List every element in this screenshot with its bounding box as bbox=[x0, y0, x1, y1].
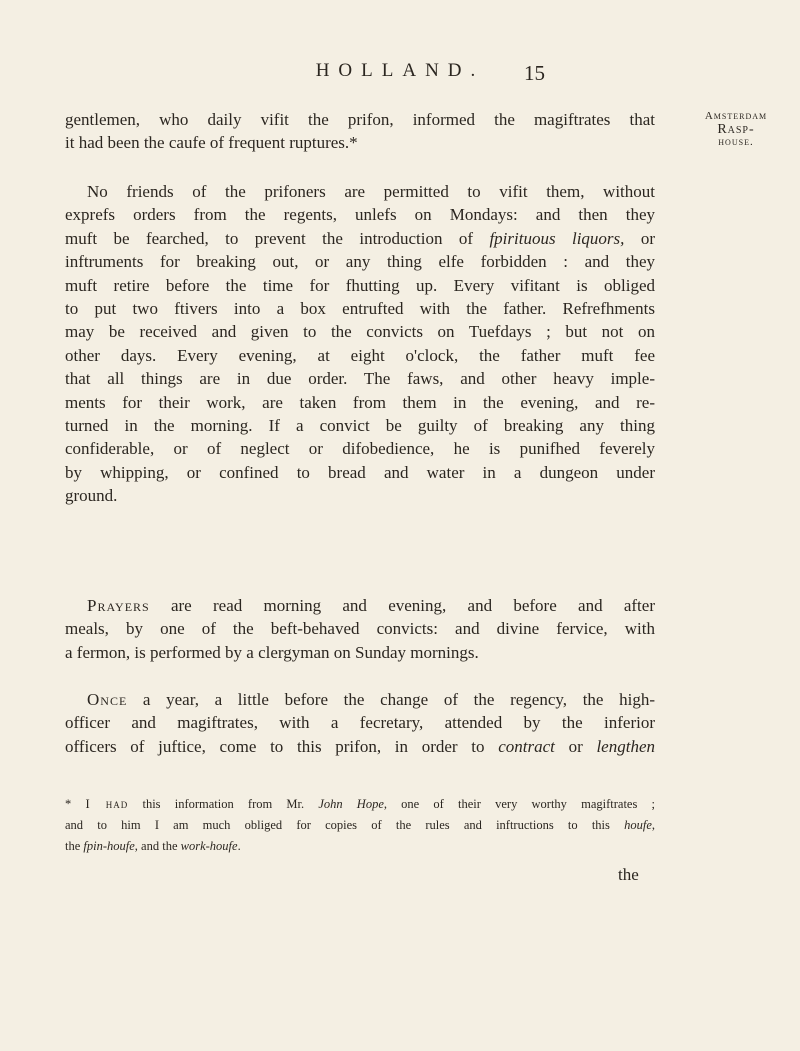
text-line: turned in the morning. If a convict be guilty of breaking any thing bbox=[65, 415, 655, 435]
margin-note-line-1: Amsterdam bbox=[704, 110, 768, 122]
paragraph-regency bbox=[65, 688, 655, 758]
footnote-mark: * bbox=[65, 797, 86, 811]
italic-word: contract bbox=[498, 736, 555, 756]
text-line: gentlemen, who daily vifit the prifon, informed the magiftrates that bbox=[65, 110, 655, 129]
text-line: may be received and given to the convicts on Tuefdays ; but not on bbox=[65, 322, 655, 342]
text-run: a year, a little before the change of the regency, the high- bbox=[127, 690, 655, 709]
text-line bbox=[65, 688, 655, 711]
paragraph-prayers bbox=[65, 594, 655, 664]
text-line: a fermon, is performed by a clergyman on Sunday mornings. bbox=[65, 642, 479, 662]
text-line bbox=[65, 594, 655, 617]
text-line: officer and magiftrates, with a fecretary, attended by the inferior bbox=[65, 713, 655, 733]
lead-word: Prayers bbox=[87, 596, 150, 615]
running-title: HOLLAND. bbox=[315, 60, 485, 81]
italic-name: John Hope bbox=[318, 797, 384, 811]
text-line bbox=[65, 227, 655, 250]
text-run: . bbox=[237, 839, 241, 853]
text-line: muft retire before the time for fhutting up. Every vifitant is obliged bbox=[65, 275, 655, 295]
paragraph-visitors bbox=[65, 180, 655, 507]
text-line: it had been the caufe of frequent ruptures.* bbox=[65, 133, 358, 153]
text-run: the bbox=[65, 839, 84, 853]
text-line bbox=[65, 735, 655, 758]
lead-word: Once bbox=[87, 690, 128, 709]
footnote-line bbox=[65, 815, 655, 836]
text-line: by whipping, or confined to bread and water in a dungeon under bbox=[65, 462, 655, 482]
italic-word: work-houfe bbox=[180, 839, 238, 853]
page-number: 15 bbox=[524, 61, 545, 85]
italic-phrase: fpirituous liquors, bbox=[489, 228, 625, 248]
text-line: No friends of the prifoners are permitted to vifit them, without bbox=[87, 182, 655, 201]
text-run: , one of their very worthy magiftrates ; bbox=[383, 797, 655, 811]
text-run: this information from Mr. bbox=[128, 797, 319, 811]
paragraph-continued bbox=[65, 108, 655, 155]
italic-word: houfe bbox=[624, 818, 652, 832]
text-run: or bbox=[624, 228, 655, 248]
text-line: other days. Every evening, at eight o'clock, the father muft fee bbox=[65, 345, 655, 365]
text-run: , bbox=[651, 818, 655, 832]
text-line: ments for their work, are taken from them in the evening, and re- bbox=[65, 392, 655, 412]
text-line: that all things are in due order. The faws, and other heavy imple- bbox=[65, 369, 655, 389]
text-line: exprefs orders from the regents, unlefs on Mondays: and then they bbox=[65, 205, 655, 225]
footnote-line bbox=[65, 794, 655, 815]
text-run: or bbox=[554, 736, 597, 756]
text-line: meals, by one of the beft-behaved convicts: and divine fervice, with bbox=[65, 619, 655, 639]
text-line: ground. bbox=[65, 486, 118, 506]
footnote-line bbox=[65, 836, 655, 857]
text-run: officers of juftice, come to this prifon, in order to bbox=[65, 736, 499, 756]
catchword: the bbox=[618, 865, 639, 884]
text-run: , and the bbox=[134, 839, 181, 853]
footnote-lead: I had bbox=[85, 797, 129, 811]
text-line: inftruments for breaking out, or any thing elfe forbidden : and they bbox=[65, 252, 655, 272]
italic-word: fpin-houfe bbox=[83, 839, 135, 853]
text-line: to put two ftivers into a box entrufted with the father. Refrefhments bbox=[65, 298, 655, 318]
margin-note-line-3: house. bbox=[718, 136, 754, 148]
footnote bbox=[65, 794, 655, 857]
text-line: confiderable, or of neglect or difobedience, he is punifhed feverely bbox=[65, 439, 655, 459]
text-run: and to him I am much obliged for copies of the rules and inftructions to this bbox=[65, 818, 625, 832]
margin-note-line-2: Rasp- bbox=[717, 122, 755, 137]
margin-note bbox=[676, 110, 796, 149]
italic-word: lengthen bbox=[596, 736, 655, 756]
text-run: muft be fearched, to prevent the introduction of bbox=[65, 228, 490, 248]
text-run: are read morning and evening, and before and after bbox=[149, 596, 655, 615]
